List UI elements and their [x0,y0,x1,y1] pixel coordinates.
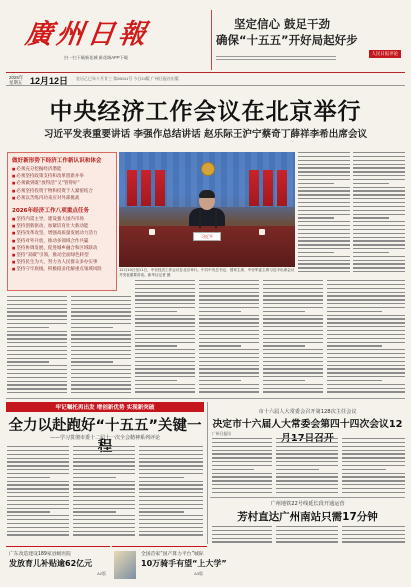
list-item: ■ 坚持民生为大，努力为人民群众多办实事 [12,259,112,266]
teaser-thumbnail [114,551,136,579]
key-points-box[interactable] [7,152,117,291]
newspaper-logo[interactable]: 廣州日報 [23,19,152,50]
article-column [263,280,323,395]
top-headline-line2: 确保“十五五”开好局起好步 [216,33,358,47]
commentary-subheadline: ——学习贯彻市委十二届十一次全会精神系列评论 [49,435,160,441]
article-column [7,296,67,396]
story-headline[interactable]: 芳村直达广州南站只需17分钟 [237,511,378,523]
article-column [139,446,203,538]
teaser-kicker: 全国首家“国产算力平台”城际 [141,552,204,557]
article-column [73,446,135,538]
list-item: ■ 坚持改革攻坚，增强高质量发展动力活力 [12,230,112,237]
list-item: ■ 必须坚持政策支持和改革创新并举 [12,173,112,180]
key-points-title-1: 做好新形势下经济工作新认识和体会 [12,158,102,164]
microphone-icon [199,210,201,228]
teaser-box[interactable] [6,546,110,580]
list-item: ■ 必须充分挖掘经济潜能 [12,166,112,173]
key-points-title-2: 2026年经济工作八项重点任务 [12,208,90,215]
microphone-icon [215,210,217,228]
list-item: ■ 必须做到既“放得活”又“管得好” [12,180,112,187]
teaser-page: A2版 [97,571,106,576]
list-item: ■ 必须以苦练内功来应对外部挑战 [12,195,112,202]
article-column [276,526,338,545]
source-tag: 人民日报评论 [369,50,401,58]
story-headline[interactable]: 决定市十六届人大常委会第四十四次会议12 [212,419,403,430]
teaser-page: A3版 [194,571,203,576]
article-column [276,438,338,496]
issue-info: 农历乙巳年十月廿三 第26041号 今日24版 广州日报社出版 [76,76,179,81]
list-item: ■ 坚持协调发展，促进城乡融合和区域联动 [12,245,112,252]
key-points-list-1 [8,166,116,202]
date-strip [6,72,405,86]
key-points-list-2 [8,216,116,274]
list-item: ■ 坚持创新驱动，加紧培育壮大新动能 [12,223,112,230]
article-column [327,280,405,395]
top-headline-line1: 坚定信心 鼓足干劲 [234,17,331,31]
masthead [6,6,405,70]
list-item: ■ 坚持“双碳”引领，推动全面绿色转型 [12,252,112,259]
main-subheadline: 习近平发表重要讲话 李强作总结讲话 赵乐际王沪宁蔡奇丁薛祥李希出席会议 [43,129,368,140]
story-kicker: 广州地铁22号线延长段开通运营 [270,501,345,507]
masthead-headline-box[interactable] [211,10,405,70]
list-item: ■ 坚持守牢底线，积极稳妥化解重点领域风险 [12,266,112,273]
main-headline[interactable]: 中央经济工作会议在北京举行 [49,99,362,125]
article-column [342,526,405,545]
article-column [199,280,259,395]
teaser-kicker: 广东改造建设189家县级医院 [9,552,71,557]
teaser-title: 10万骑手有望“上大学” [141,559,227,568]
issue-date: 12月12日 [30,76,69,86]
article-column [298,152,350,275]
commentary-headline[interactable]: 全力以赴跑好“十五五”关键一 [8,418,202,434]
national-emblem-icon [201,162,215,176]
app-download-line: 扫一扫下载新花城 新花城APP下载 [64,55,128,60]
list-item: ■ 必须坚持投资于物和投资于人紧密结合 [12,188,112,195]
article-column [7,446,69,538]
article-column [135,280,195,395]
article-column [342,438,405,496]
list-item: ■ 坚持对外开放，推动多领域合作共赢 [12,238,112,245]
name-placard: 习近平 [193,232,221,241]
article-column [71,296,131,396]
story-byline: 广州日报讯 [212,431,231,436]
article-column [212,438,272,496]
list-item: ■ 坚持内需主导，建设强大国内市场 [12,216,112,223]
date-year: 2025年 星期五 [9,75,24,85]
teaser-title: 发放育儿补贴逾62亿元 [9,559,93,568]
article-column [212,526,272,545]
article-column [353,152,405,275]
teaser-box[interactable] [112,546,227,580]
photo-caption: 12月10日至11日，中央经济工作会议在北京举行。中共中央总书记、国家主席、中央军委主席习近平出席会议并发表重要讲话。新华社记者 摄 [119,268,295,277]
story-kicker: 市十六届人大常委会召开第128次主任会议 [258,409,357,415]
campaign-banner: 牢记嘱托再出发 增创新优势 实现新突破 [6,402,204,412]
meeting-photo[interactable] [119,152,295,267]
